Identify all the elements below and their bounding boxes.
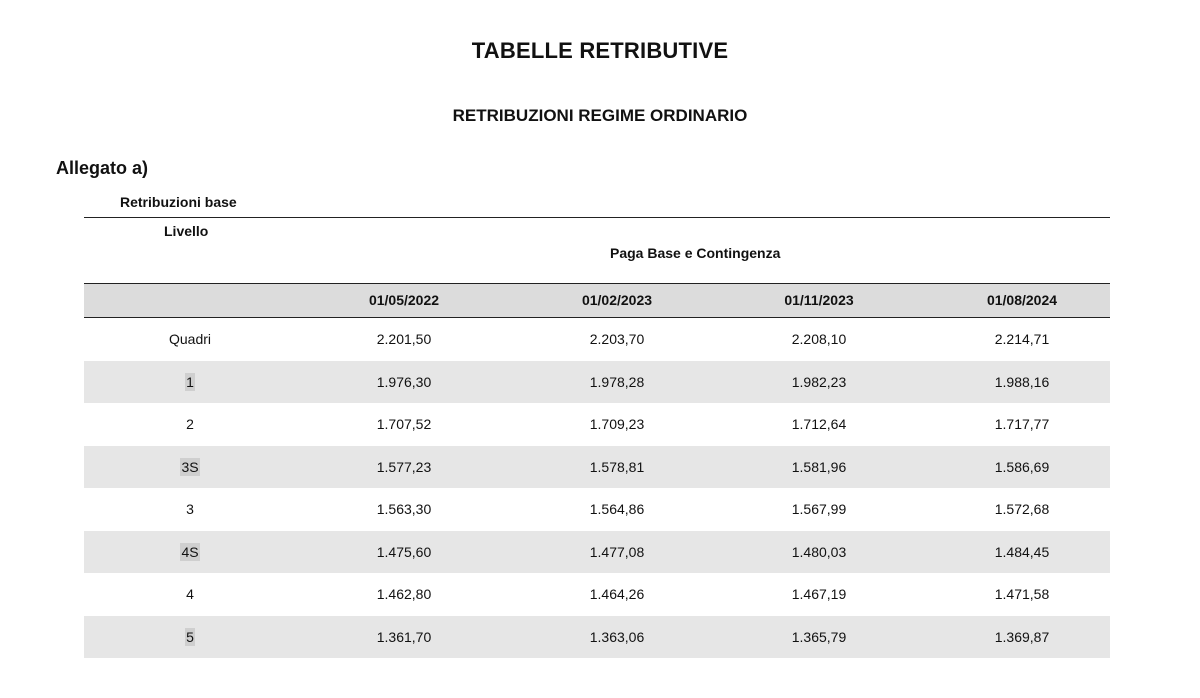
salary-cell: 1.480,03 [791,543,847,560]
level-value: 4S [181,543,199,560]
section-label: Retribuzioni base [120,194,237,210]
column-header-date: 01/08/2024 [986,292,1058,308]
table-row [84,403,1110,446]
salary-cell: 1.578,81 [589,458,645,475]
salary-cell: 1.369,87 [994,628,1050,645]
salary-cell: 1.976,30 [376,373,432,390]
column-header-date: 01/05/2022 [368,292,440,308]
level-value: 5 [186,628,194,645]
salary-cell: 1.365,79 [791,628,847,645]
level-value: 2 [186,416,194,432]
salary-cell: 1.586,69 [994,458,1050,475]
salary-cell: 1.563,30 [376,501,432,517]
level-cell [115,488,265,531]
salary-cell: 1.475,60 [376,543,432,560]
level-cell [115,446,265,489]
group-column-header: Paga Base e Contingenza [610,245,781,261]
table-top-rule [84,217,1110,218]
level-value: 3S [181,458,199,475]
table-row [84,531,1110,574]
level-value: Quadri [168,331,212,347]
salary-cell: 2.208,10 [791,331,847,347]
salary-cell: 1.707,52 [376,416,432,432]
level-value: 1 [186,373,194,390]
salary-cell: 1.464,26 [589,586,645,602]
salary-cell: 1.978,28 [589,373,645,390]
level-cell [115,616,265,659]
salary-cell: 1.471,58 [994,586,1050,602]
salary-table-body [84,318,1110,658]
level-cell [115,531,265,574]
annex-label: Allegato a) [56,158,149,178]
salary-cell: 1.363,06 [589,628,645,645]
salary-cell: 1.572,68 [994,501,1050,517]
salary-cell: 1.982,23 [791,373,847,390]
table-row [84,446,1110,489]
salary-cell: 2.203,70 [589,331,645,347]
table-row [84,573,1110,616]
salary-cell: 1.581,96 [791,458,847,475]
salary-cell: 2.214,71 [994,331,1050,347]
salary-cell: 2.201,50 [376,331,432,347]
table-row [84,361,1110,404]
table-row [84,488,1110,531]
document-title: TABELLE RETRIBUTIVE [471,38,729,63]
level-value: 4 [186,586,194,602]
column-header-date: 01/02/2023 [581,292,653,308]
salary-cell: 1.567,99 [791,501,847,517]
level-cell [115,318,265,361]
level-cell [115,361,265,404]
salary-cell: 1.361,70 [376,628,432,645]
salary-cell: 1.477,08 [589,543,645,560]
level-cell [115,403,265,446]
level-column-header: Livello [164,223,209,239]
document-subtitle: RETRIBUZIONI REGIME ORDINARIO [452,106,748,125]
table-row [84,616,1110,659]
table-row [84,318,1110,361]
salary-cell: 1.467,19 [791,586,847,602]
salary-cell: 1.712,64 [791,416,847,432]
level-value: 3 [186,501,194,517]
salary-cell: 1.717,77 [994,416,1050,432]
salary-cell: 1.577,23 [376,458,432,475]
salary-cell: 1.484,45 [994,543,1050,560]
column-header-date: 01/11/2023 [784,292,854,308]
salary-cell: 1.462,80 [376,586,432,602]
salary-cell: 1.564,86 [589,501,645,517]
level-cell [115,573,265,616]
salary-cell: 1.988,16 [994,373,1050,390]
salary-cell: 1.709,23 [589,416,645,432]
